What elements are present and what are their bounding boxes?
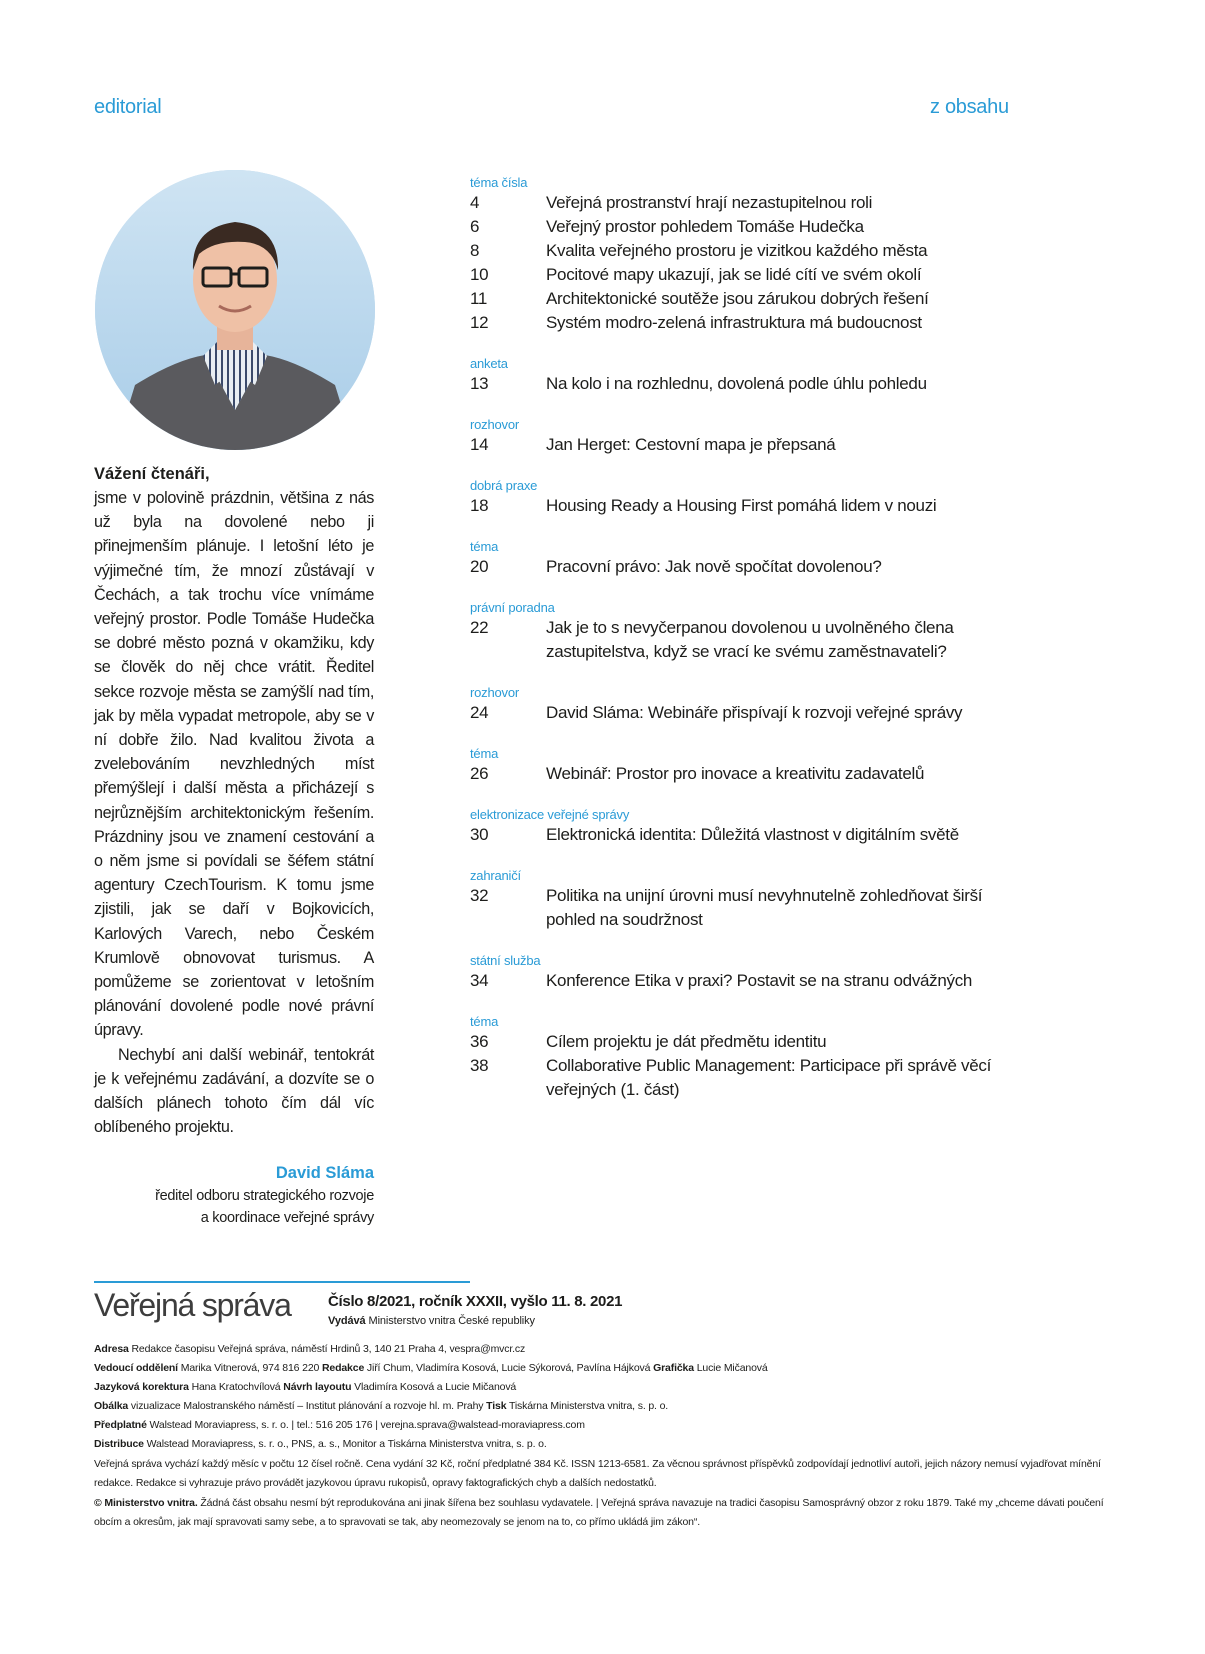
footer-divider [94,1281,470,1283]
toc-article-title: Kvalita veřejného prostoru je vizitkou každého města [546,241,928,260]
toc-page-number: 20 [470,557,489,576]
toc-page-number: 36 [470,1032,489,1051]
toc-item[interactable] [470,433,1030,457]
toc-page-number: 8 [470,241,480,260]
toc-category: téma [470,1014,499,1029]
copyright-text: Žádná část obsahu nesmí být reprodukována ani jinak šířena bez souhlasu vydavatele. | Veřejná správa navazuje na tradici časopisu Samosprávný obzor z roku 1879. Také my „chceme dávati poučení obcím a okresům, jak mají spravovati samy sebe, a to spravovati se tak, aby neomezovaly se jenom na to, co přímo ukládá jim zákon“. [94,1497,1104,1528]
toc-category: anketa [470,356,508,371]
toc-page-number: 14 [470,435,489,454]
toc-article-title: Architektonické soutěže jsou zárukou dobrých řešení [546,289,929,308]
toc-article-title: Cílem projektu je dát předmětu identitu [546,1032,827,1051]
toc-item[interactable] [470,884,1030,932]
publisher-value: Ministerstvo vnitra České republiky [368,1315,535,1327]
toc-item[interactable] [470,969,1030,993]
toc-page-number: 13 [470,374,489,393]
author-name: David Sláma [275,1164,374,1183]
imprint [94,1340,1106,1532]
toc-item[interactable] [470,616,1030,664]
toc-category: dobrá praxe [470,478,538,493]
toc-page-number: 24 [470,703,489,722]
imprint-label: Návrh layoutu [283,1381,352,1393]
toc-item[interactable] [470,762,1030,786]
imprint-value: Marika Vitnerová, 974 816 220 [180,1362,320,1374]
toc-article-title: Collaborative Public Management: Participace při správě věcí veřejných (1. část) [546,1056,992,1099]
toc-item[interactable] [470,263,1030,287]
toc-page-number: 34 [470,971,489,990]
toc-page-number: 6 [470,217,480,236]
toc-section [470,539,1030,579]
toc-article-title: Webinář: Prostor pro inovace a kreativitu zadavatelů [546,764,925,783]
toc-article-title: Pocitové mapy ukazují, jak se lidé cítí ve svém okolí [546,265,922,284]
editorial-paragraph: jsme v polovině prázdnin, většina z nás už byla na dovolené nebo ji přinejmenším plánuje. I letošní léto je výjimečné tím, že mnozí zůstávají v Čechách, a tak trochu více vnímáme veřejný prostor. Podle Tomáše Hudečka se dobré město pozná v okamžiku, kdy se člověk do něj chce vrátit. Ředitel sekce rozvoje města se zamýšlí nad tím, jak by měla vypadat metropole, aby se v ní dobře žilo. Nad kvalitou života a zvelebováním nevzhledných míst přemýšlejí i další města a přicházejí s nejrůznějším architektonickým řešením. Prázdniny jsou ve znamení cestování a o něm jsme si povídali se šéfem státní agentury CzechTourism. K tomu jsme zjistili, jak se daří v Bojkovicích, Karlových Varech, nebo Českém Krumlově obnovovat turismus. A pomůžeme se zorientovat v letošním plánování dovolené podle nové právní úpravy. [94,489,374,1040]
toc-section [470,807,1030,847]
toc-item[interactable] [470,555,1030,579]
toc-section [470,417,1030,457]
toc-article-title: Jak je to s nevyčerpanou dovolenou u uvolněného člena zastupitelstva, když se vrací ke svému zaměstnavateli? [546,618,954,661]
toc-article-title: Veřejný prostor pohledem Tomáše Hudečka [546,217,864,236]
toc-item[interactable] [470,191,1030,215]
toc-item[interactable] [470,494,1030,518]
toc-category: rozhovor [470,685,519,700]
toc-category: elektronizace veřejné správy [470,807,630,822]
toc-page-number: 22 [470,618,489,637]
publisher-line [328,1315,535,1327]
imprint-label: Jazyková korektura [94,1381,189,1393]
toc-item[interactable] [470,1030,1030,1054]
section-label-contents: z obsahu [930,96,1009,118]
toc-article-title: Housing Ready a Housing First pomáhá lidem v nouzi [546,496,937,515]
toc-page-number: 18 [470,496,489,515]
toc-article-title: Na kolo i na rozhlednu, dovolená podle úhlu pohledu [546,374,927,393]
imprint-label: Distribuce [94,1438,144,1450]
toc-page-number: 4 [470,193,480,212]
toc-section [470,746,1030,786]
author-role: a koordinace veřejné správy [200,1210,374,1227]
toc-category: právní poradna [470,600,555,615]
imprint-note: Veřejná správa vychází každý měsíc v počtu 12 čísel ročně. Cena vydání 32 Kč, roční předplatné 384 Kč. ISSN 1213-6581. Za věcnou správnost příspěvků zodpovídají jednotliví autoři, jejich názory nemusí vyjadřovat mínění redakce. Redakce si vyhrazuje právo provádět jazykovou úpravu rukopisů, opravy faktografických chyb a dalších nedostatků. [94,1458,1101,1489]
masthead-logo: Veřejná správa [94,1287,291,1323]
toc-item[interactable] [470,701,1030,725]
toc-category: státní služba [470,953,541,968]
toc-page-number: 10 [470,265,489,284]
toc-section [470,868,1030,932]
imprint-row [94,1378,1106,1397]
imprint-label: Obálka [94,1400,129,1412]
imprint-label: Redakce [321,1362,365,1374]
toc-page-number: 26 [470,764,489,783]
toc-article-title: Konference Etika v praxi? Postavit se na stranu odvážných [546,971,973,990]
toc-section [470,356,1030,396]
copyright-label: © Ministerstvo vnitra. [94,1497,198,1509]
publisher-label: Vydává [328,1315,366,1327]
imprint-row [94,1359,1106,1378]
toc-item[interactable] [470,823,1030,847]
toc-category: rozhovor [470,417,519,432]
imprint-value: Jiří Chum, Vladimíra Kosová, Lucie Sýkorová, Pavlína Hájková [366,1362,651,1374]
imprint-value: Hana Kratochvílová [191,1381,281,1393]
section-label-editorial: editorial [94,96,162,118]
imprint-value: Lucie Mičanová [696,1362,768,1374]
toc-category: téma [470,539,499,554]
toc-section [470,478,1030,518]
editorial-greeting: Vážení čtenáři, [94,465,210,483]
editorial-text [94,462,374,1229]
imprint-row [94,1435,1106,1454]
imprint-label: Adresa [94,1343,129,1355]
imprint-value: Vladimíra Kosová a Lucie Mičanová [354,1381,517,1393]
toc-category: zahraničí [470,868,521,883]
toc-item[interactable] [470,239,1030,263]
toc-item[interactable] [470,372,1030,396]
toc-item[interactable] [470,215,1030,239]
toc-page-number: 38 [470,1056,489,1075]
toc-page-number: 30 [470,825,489,844]
imprint-row [94,1416,1106,1435]
toc-article-title: Pracovní právo: Jak nově spočítat dovolenou? [546,557,882,576]
toc-page-number: 12 [470,313,489,332]
toc-item[interactable] [470,1054,1030,1102]
editorial-paragraph: Nechybí ani další webinář, tentokrát je k veřejnému zadávání, a dozvíte se o dalších plánech tohoto čím dál víc oblíbeného projektu. [94,1045,374,1137]
toc-page-number: 32 [470,886,489,905]
toc-category: téma [470,746,499,761]
imprint-label: Vedoucí oddělení [94,1362,178,1374]
editorial-signature [94,1161,374,1229]
imprint-value: Walstead Moraviapress, s. r. o., PNS, a. s., Monitor a Tiskárna Ministerstva vnitra, s. p. o. [146,1438,547,1450]
imprint-row [94,1397,1106,1416]
toc-item[interactable] [470,287,1030,311]
toc-section [470,175,1030,335]
toc-article-title: Veřejná prostranství hrají nezastupitelnou roli [546,193,873,212]
imprint-label: Předplatné [94,1419,147,1431]
toc-article-title: David Sláma: Webináře přispívají k rozvoji veřejné správy [546,703,963,722]
issue-info: Číslo 8/2021, ročník XXXII, vyšlo 11. 8. 2021 [328,1293,623,1310]
toc-section [470,1014,1030,1102]
table-of-contents [470,175,1030,1123]
imprint-value: Redakce časopisu Veřejná správa, náměstí Hrdinů 3, 140 21 Praha 4, vespra@mvcr.cz [131,1343,526,1355]
toc-item[interactable] [470,311,1030,335]
imprint-label: Tisk [486,1400,507,1412]
portrait-illustration [95,170,375,450]
toc-section [470,685,1030,725]
toc-article-title: Jan Herget: Cestovní mapa je přepsaná [546,435,836,454]
imprint-value: Tiskárna Ministerstva vnitra, s. p. o. [508,1400,669,1412]
imprint-copyright [94,1494,1106,1532]
author-role: ředitel odboru strategického rozvoje [155,1188,374,1205]
toc-article-title: Politika na unijní úrovni musí nevyhnutelně zohledňovat širší pohled na soudržnost [546,886,983,929]
toc-section [470,600,1030,664]
imprint-label: Grafička [653,1362,694,1374]
imprint-value: vizualizace Malostranského náměstí – Institut plánování a rozvoje hl. m. Prahy [130,1400,484,1412]
toc-page-number: 11 [470,289,488,308]
toc-section [470,953,1030,993]
toc-category: téma čísla [470,175,528,190]
toc-article-title: Elektronická identita: Důležitá vlastnost v digitálním světě [546,825,959,844]
imprint-value: Walstead Moraviapress, s. r. o. | tel.: 516 205 176 | verejna.sprava@walstead-moraviapress.com [149,1419,585,1431]
toc-article-title: Systém modro-zelená infrastruktura má budoucnost [546,313,922,332]
author-portrait [95,170,375,450]
imprint-row [94,1340,1106,1359]
